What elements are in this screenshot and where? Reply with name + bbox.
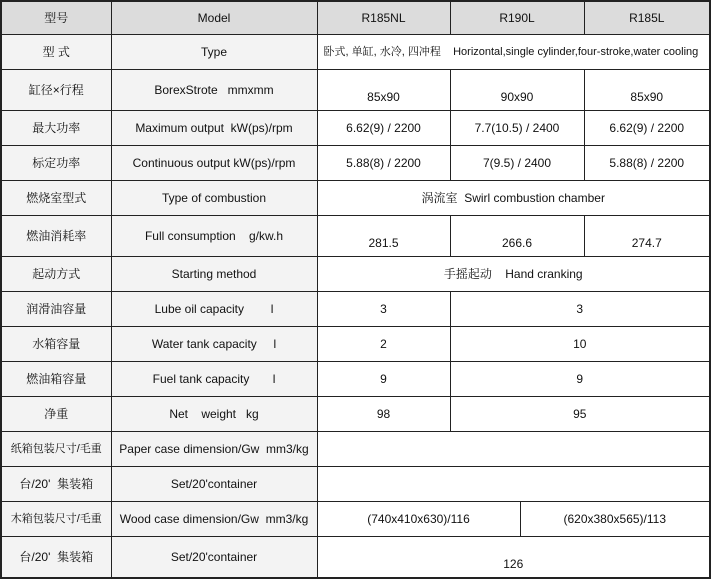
cell-value: 10 <box>450 327 710 362</box>
cell-value: 3 <box>450 292 710 327</box>
row-label-cn: 燃烧室型式 <box>1 181 111 216</box>
cell-value: 281.5 <box>317 216 450 257</box>
row-label-en: Lube oil capacity l <box>111 292 317 327</box>
row-label-cn: 标定功率 <box>1 146 111 181</box>
row-set-container-1 <box>1 467 710 502</box>
row-label-en: Paper case dimension/Gw mm3/kg <box>111 432 317 467</box>
row-type <box>1 35 710 70</box>
row-net-weight <box>1 397 710 432</box>
cell-value: 95 <box>450 397 710 432</box>
row-continuous-output <box>1 146 710 181</box>
row-label-cn: 缸径×行程 <box>1 70 111 111</box>
paper-case-value <box>317 432 710 467</box>
cell-value: (740x410x630)/116 <box>317 502 520 537</box>
header-row <box>1 1 710 35</box>
cell-value: 9 <box>317 362 450 397</box>
row-starting <box>1 257 710 292</box>
row-label-en: Full consumption g/kw.h <box>111 216 317 257</box>
row-water-tank <box>1 327 710 362</box>
row-label-en: Type of combustion <box>111 181 317 216</box>
cell-value: 90x90 <box>450 70 584 111</box>
row-fuel-tank <box>1 362 710 397</box>
row-label-cn: 木箱包装尺寸/毛重 <box>1 502 111 537</box>
cell-value: 5.88(8) / 2200 <box>584 146 710 181</box>
cell-value: 98 <box>317 397 450 432</box>
row-label-cn: 水箱容量 <box>1 327 111 362</box>
row-paper-case <box>1 432 710 467</box>
row-label-cn: 起动方式 <box>1 257 111 292</box>
row-label-en: Wood case dimension/Gw mm3/kg <box>111 502 317 537</box>
row-bore <box>1 70 710 111</box>
cell-value: 266.6 <box>450 216 584 257</box>
type-value-cn: 卧式, 单缸, 水冷, 四冲程 <box>323 46 441 58</box>
header-model-cn: 型号 <box>1 1 111 35</box>
cell-value: 3 <box>317 292 450 327</box>
cell-value: 85x90 <box>584 70 710 111</box>
row-label-cn: 型 式 <box>1 35 111 70</box>
cell-value: 2 <box>317 327 450 362</box>
header-r185l: R185L <box>584 1 710 35</box>
type-value-en: Horizontal,single cylinder,four-stroke,water cooling <box>453 46 699 58</box>
starting-value: 手摇起动 Hand cranking <box>317 257 710 292</box>
header-r190l: R190L <box>450 1 584 35</box>
cell-value: 7.7(10.5) / 2400 <box>450 111 584 146</box>
row-label-en: BorexStrote mmxmm <box>111 70 317 111</box>
row-max-output <box>1 111 710 146</box>
row-label-cn: 润滑油容量 <box>1 292 111 327</box>
cell-value: 5.88(8) / 2200 <box>317 146 450 181</box>
combustion-value: 涡流室 Swirl combustion chamber <box>317 181 710 216</box>
row-fuel-consumption <box>1 216 710 257</box>
row-label-cn: 燃油箱容量 <box>1 362 111 397</box>
row-label-en: Fuel tank capacity l <box>111 362 317 397</box>
row-label-en: Starting method <box>111 257 317 292</box>
row-label-en: Water tank capacity l <box>111 327 317 362</box>
row-set-container-2 <box>1 537 710 579</box>
cell-value: 9 <box>450 362 710 397</box>
cell-value: 274.7 <box>584 216 710 257</box>
row-label-cn: 台/20' 集装箱 <box>1 537 111 579</box>
row-lube-oil <box>1 292 710 327</box>
type-value <box>317 35 710 70</box>
row-label-en: Set/20'container <box>111 467 317 502</box>
row-label-cn: 最大功率 <box>1 111 111 146</box>
row-label-en: Net weight kg <box>111 397 317 432</box>
row-label-cn: 净重 <box>1 397 111 432</box>
cell-value: 7(9.5) / 2400 <box>450 146 584 181</box>
row-label-cn: 纸箱包装尺寸/毛重 <box>1 432 111 467</box>
row-label-cn: 燃油消耗率 <box>1 216 111 257</box>
row-label-cn: 台/20' 集装箱 <box>1 467 111 502</box>
row-combustion <box>1 181 710 216</box>
set-container-value: 126 <box>317 537 710 579</box>
row-label-en: Maximum output kW(ps)/rpm <box>111 111 317 146</box>
header-model-en: Model <box>111 1 317 35</box>
row-label-en: Set/20'container <box>111 537 317 579</box>
header-r185nl: R185NL <box>317 1 450 35</box>
row-wood-case <box>1 502 710 537</box>
row-label-en: Continuous output kW(ps)/rpm <box>111 146 317 181</box>
set-container-value <box>317 467 710 502</box>
cell-value: (620x380x565)/113 <box>520 502 710 537</box>
cell-value: 6.62(9) / 2200 <box>584 111 710 146</box>
cell-value: 6.62(9) / 2200 <box>317 111 450 146</box>
row-label-en: Type <box>111 35 317 70</box>
cell-value: 85x90 <box>317 70 450 111</box>
